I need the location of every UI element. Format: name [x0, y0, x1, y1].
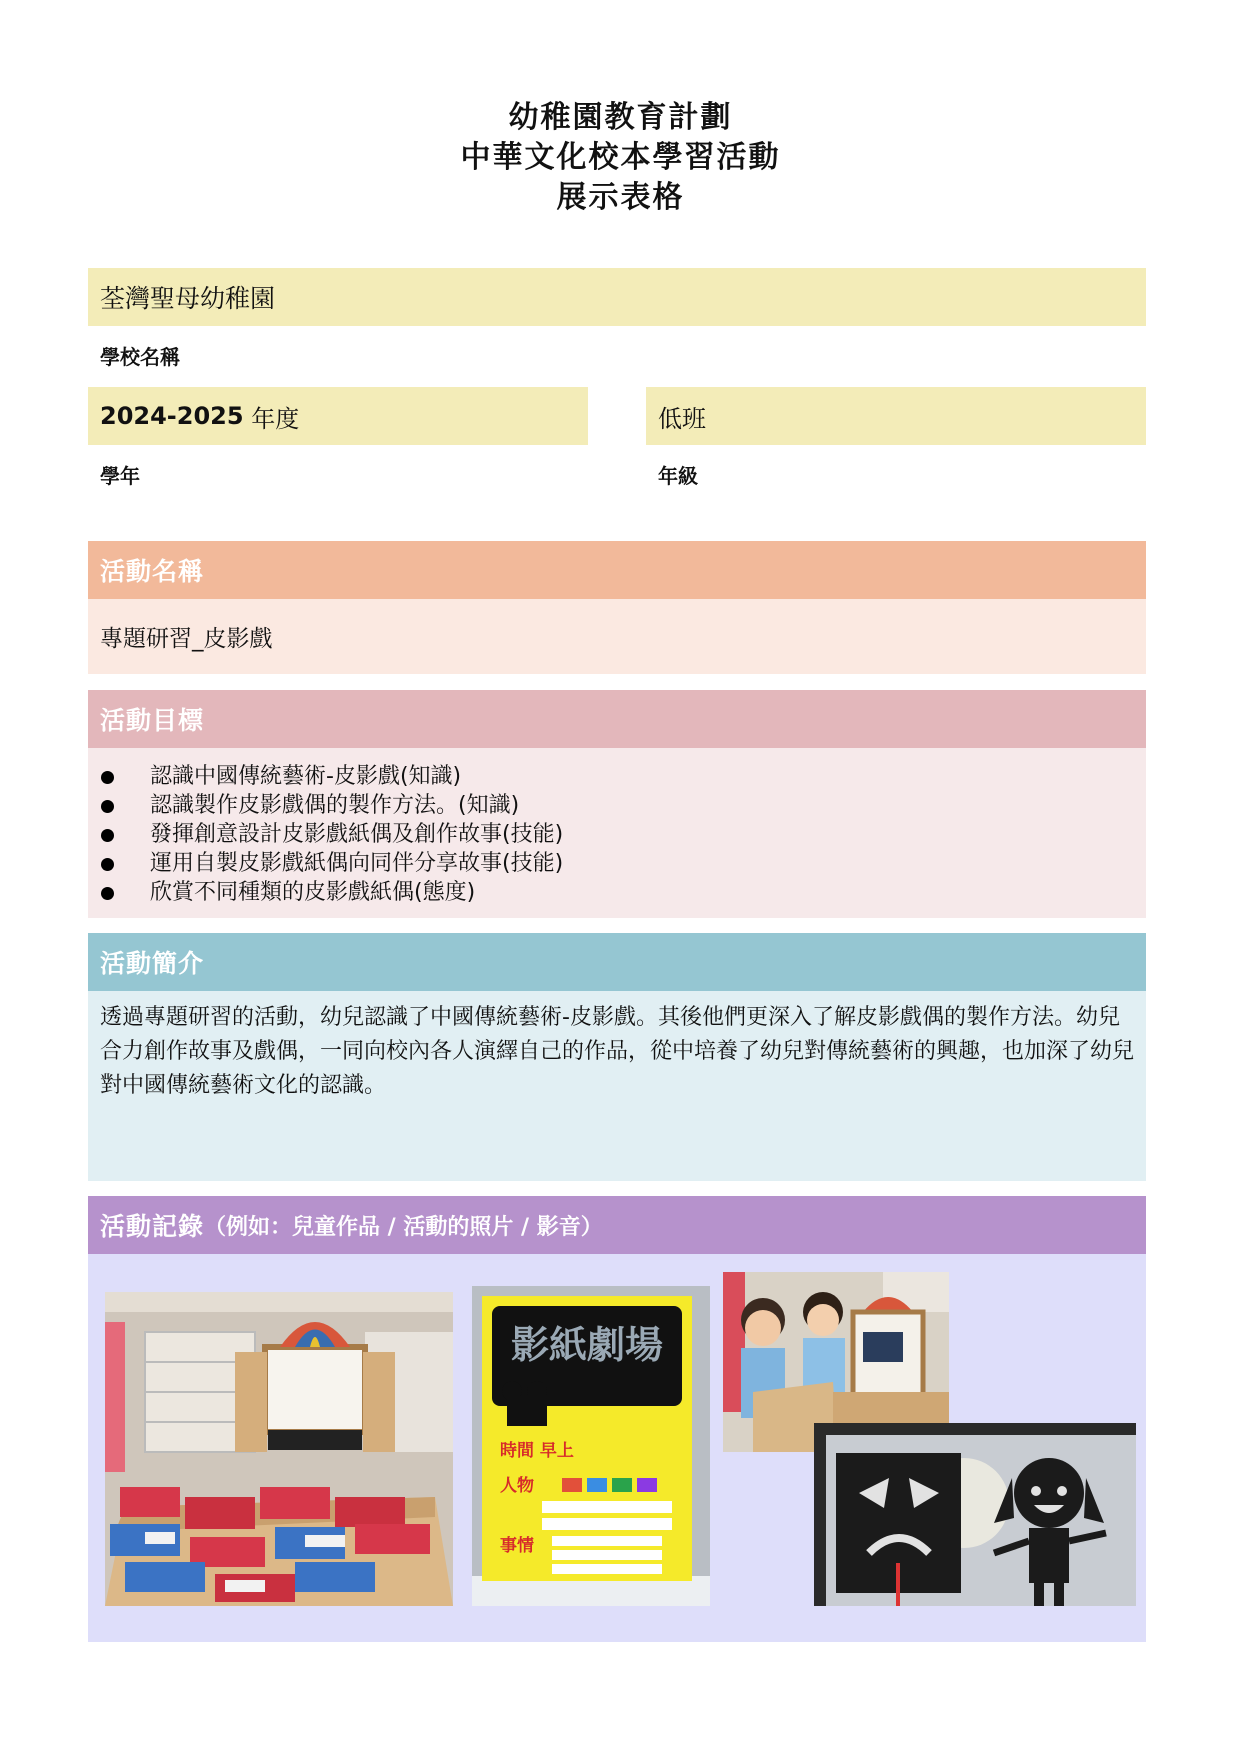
school-year-number: 2024-2025: [100, 402, 244, 430]
activity-name-body: [88, 599, 1146, 674]
goal-item: 認識中國傳統藝術-皮影戲(知識): [88, 762, 1146, 791]
school-name-label: 學校名稱: [100, 345, 180, 369]
poster-line-2: 人物: [500, 1476, 534, 1496]
activity-goals-header: [88, 690, 1146, 748]
goal-item: 運用自製皮影戲紙偶向同伴分享故事(技能): [88, 849, 1146, 878]
school-name-field: [88, 268, 1146, 326]
title-line-1: 幼稚園教育計劃: [508, 100, 733, 135]
title-line-3: 展示表格: [556, 180, 685, 215]
activity-name-header: [88, 541, 1146, 599]
activity-goals-body: [88, 748, 1146, 918]
title-line-2: 中華文化校本學習活動: [460, 140, 781, 175]
photo-shadow-puppets: [814, 1423, 1136, 1606]
school-name-value: 荃灣聖母幼稚園: [100, 284, 276, 313]
goal-item: 發揮創意設計皮影戲紙偶及創作故事(技能): [88, 820, 1146, 849]
school-year-field: [88, 387, 588, 445]
poster-title: 影紙劇場: [510, 1323, 664, 1367]
activity-record-body: [88, 1254, 1146, 1642]
goal-item: 欣賞不同種類的皮影戲紙偶(態度): [88, 878, 1146, 907]
photo-puppet-stage: [105, 1292, 453, 1606]
activity-record-note: （例如：兒童作品 / 活動的照片 / 影音）: [204, 1214, 603, 1240]
school-year-suffix: 年度: [243, 404, 300, 433]
goal-item: 認識製作皮影戲偶的製作方法。(知識): [88, 791, 1146, 820]
poster-line-3: 事情: [500, 1536, 534, 1556]
activity-record-title: 活動記錄: [100, 1212, 205, 1241]
school-year-label: 學年: [100, 464, 140, 488]
activity-goals-title: 活動目標: [100, 706, 205, 735]
activity-intro-text: 透過專題研習的活動，幼兒認識了中國傳統藝術-皮影戲。其後他們更深入了解皮影戲偶的製作方法。幼兒合力創作故事及戲偶，一同向校內各人演繹自己的作品，從中培養了幼兒對傳統藝術的興趣，也加深了幼兒對中國傳統藝術文化的認識。: [100, 1005, 1135, 1098]
grade-value: 低班: [658, 404, 706, 433]
goals-list: [88, 748, 1146, 907]
activity-intro-title: 活動簡介: [100, 949, 205, 978]
activity-record-header: [88, 1196, 1146, 1254]
activity-name-value: 專題研習_皮影戲: [100, 626, 273, 652]
photo-poster: [472, 1286, 710, 1606]
poster-line-1: 時間 早上: [500, 1441, 574, 1461]
page-title: [0, 98, 1241, 218]
grade-field: [646, 387, 1146, 445]
activity-intro-header: [88, 933, 1146, 991]
grade-label: 年級: [658, 464, 698, 488]
activity-name-title: 活動名稱: [100, 557, 205, 586]
activity-intro-body: [88, 991, 1146, 1181]
